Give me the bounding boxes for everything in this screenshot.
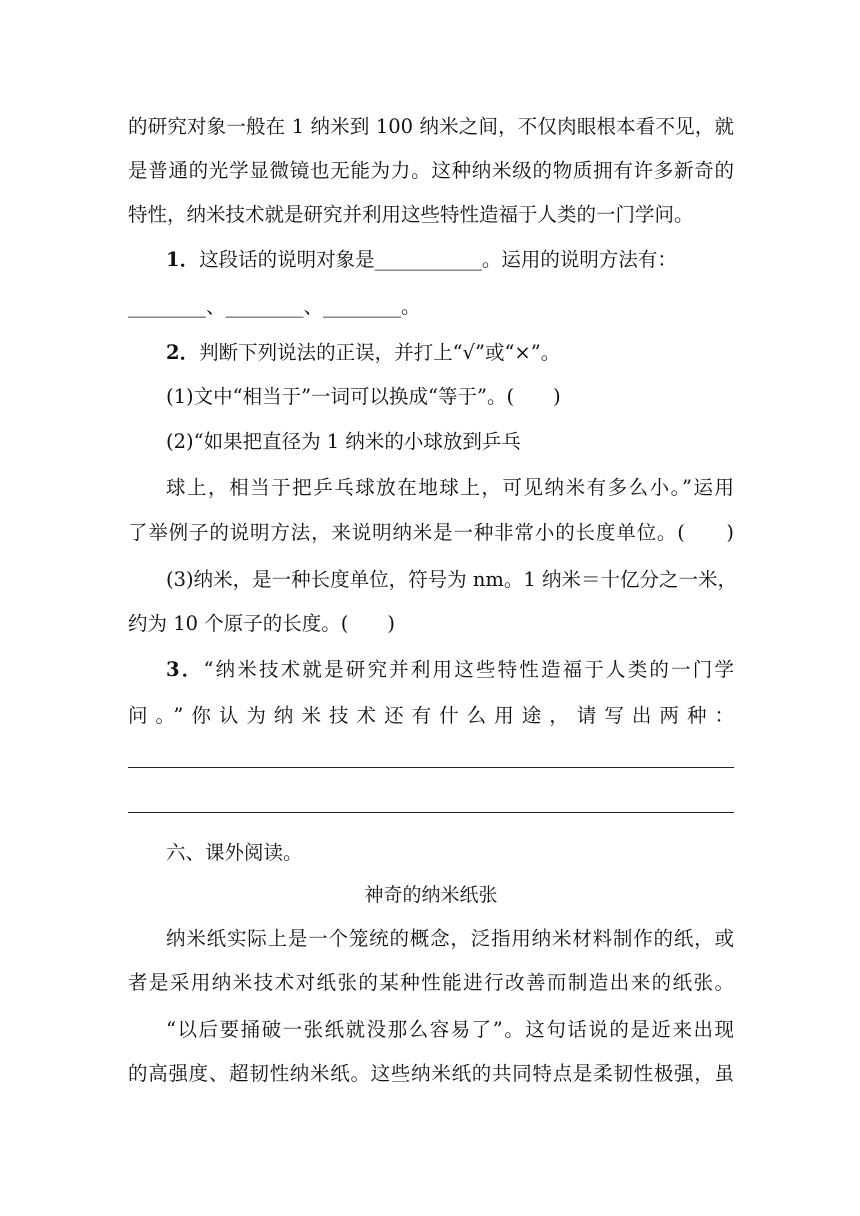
question-1 <box>166 246 734 274</box>
answer-line-2[interactable] <box>128 812 734 813</box>
question-1-blanks: ________、________、________。 <box>128 295 421 318</box>
question-2-number: 2． <box>166 341 200 364</box>
question-3 <box>166 656 734 684</box>
article-p2-line-1: “以后要捅破一张纸就没那么容易了”。这句话说的是近来出现 <box>166 1018 734 1041</box>
question-1-number: 1． <box>166 248 200 271</box>
question-2-item-3-line-1: (3)纳米，是一种长度单位，符号为 nm。1 纳米＝十亿分之一米， <box>166 568 737 591</box>
question-3-text-line-1: “纳米技术就是研究并利用这些特性造福于人类的一门学 <box>203 658 734 681</box>
passage-line-2: 是普通的光学显微镜也无能为力。这种纳米级的物质拥有许多新奇的 <box>128 159 734 182</box>
passage-line-3: 特性，纳米技术就是研究并利用这些特性造福于人类的一门学问。 <box>128 203 694 226</box>
question-3-text-line-2: 问。”你认为纳米技术还有什么用途，请写出两种： <box>128 704 734 727</box>
section-heading: 六、课外阅读。 <box>166 841 303 864</box>
question-3-number: 3． <box>166 658 204 681</box>
question-2-item-2-line-3: 了举例子的说明方法，来说明纳米是一种非常小的长度单位。( ) <box>128 521 734 544</box>
question-2-item-1: (1)文中“相当于”一词可以换成“等于”。( ) <box>166 385 561 408</box>
article-p2-line-2: 的高强度、超韧性纳米纸。这些纳米纸的共同特点是柔韧性极强，虽 <box>128 1062 734 1085</box>
question-2 <box>166 339 734 367</box>
article-p1-line-2: 者是采用纳米技术对纸张的某种性能进行改善而制造出来的纸张。 <box>128 971 734 994</box>
answer-line-1[interactable] <box>128 767 734 768</box>
article-p1-line-1: 纳米纸实际上是一个笼统的概念，泛指用纳米材料制作的纸，或 <box>166 927 734 950</box>
question-2-item-2-line-2: 球上，相当于把乒乓球放在地球上，可见纳米有多么小。”运用 <box>166 476 734 499</box>
article-title: 神奇的纳米纸张 <box>364 884 498 906</box>
question-2-item-2-line-1: (2)“如果把直径为 1 纳米的小球放到乒乓 <box>166 430 521 453</box>
question-2-text: 判断下列说法的正误，并打上“√”或“×”。 <box>199 341 561 364</box>
passage-line-1: 的研究对象一般在 1 纳米到 100 纳米之间，不仅肉眼根本看不见，就 <box>128 115 734 138</box>
question-2-item-3-line-2: 约为 10 个原子的长度。( ) <box>128 612 395 635</box>
question-1-text: 这段话的说明对象是___________。运用的说明方法有： <box>199 248 677 271</box>
